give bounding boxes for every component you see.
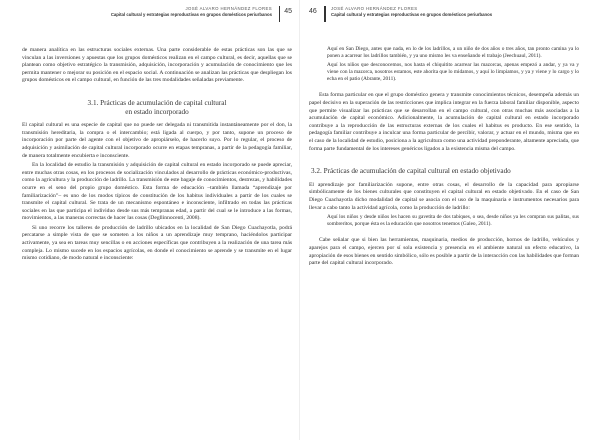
page-gutter (299, 0, 300, 440)
body-paragraph: de manera analítica en las estructuras sociales externas. Una parte considerable de estas prácticas son las que se vinculan a las inversiones y apuestas que los grupos domésticos realizan en el campo cultural, es decir, aquellas que se plantean como objetivo estratégico la transmisión, adquisición, incorporación y acumulación de conocimiento que les permita mantener o mejorar su posición en el espacio social. A continuación se analizan las prácticas que despliegan los grupos domésticos en el campo cultural, en función de las tres modalidades señaladas previamente. (22, 47, 292, 84)
right-running-header (309, 6, 579, 36)
body-paragraph: Cabe señalar que si bien las herramientas, maquinaria, medios de producción, hornos de ladrillo, vehículos y aparejos para el campo, ejercen por sí sola existencia y presencia en el ambiente natural un efecto educativo, la apropiación de esos bienes en sentido simbólico, sólo es posible a partir de la interacción con las habilidades que forman parte del capital cultural incorporado. (309, 237, 579, 267)
header-divider-bar (324, 6, 326, 22)
header-book-title: Capital cultural y estrategias reproductivas en grupos domésticos periurbanos (331, 12, 493, 17)
right-page (309, 0, 579, 440)
section-heading-3-2: 3.2. Prácticas de acumulación de capital cultural en estado objetivado (311, 167, 511, 176)
header-divider-bar (279, 6, 281, 22)
block-quote (327, 46, 579, 83)
quote-text: Aquí los niños que desconocemos, nos hasta el chiquitito acarrear las mazorcas, apenas empezó a andar, y ya va y viene con la mazorca, nosotros estamos, este ahorita que lo midamos, y aquí lo limpiamos, y ya y viene y lo cargo y lo echa en el patio (Abrante, 2011). (327, 62, 579, 83)
section-heading-3-1 (22, 99, 292, 116)
body-paragraph: En la localidad de estudio la transmisión y adquisición de capital cultural en estado incorporado se puede apreciar, entre muchas otras cosas, en los procesos de socialización vinculados al desarrollo de prácticas económico-productivas, como la agricultura y la producción de ladrillo. La transmisión de este bagaje de conocimientos, destrezas, y habilidades ocurre en el seno del propio grupo doméstico. Esta forma de educación –también llamada “aprendizaje por familiarización”– es uno de los modos típicos de constitución de los habitus individuales a partir de los cuales se transmite el capital cultural. Se trata de un mecanismo espontáneo e inconsciente, infiltrado en todas las prácticas sociales en las que participa el individuo desde sus más tempranas edad, a partir del cual se le introduce a las formas, movimientos, a las maneras correctas de hacer las cosas (Degllinnocenti, 2008). (22, 162, 292, 222)
header-book-title: Capital cultural y estrategias reproductivas en grupos domésticos periurbanos (110, 12, 272, 17)
block-quote (327, 214, 579, 228)
body-paragraph: Esta forma particular en que el grupo doméstico genera y transmite conocimientos técnicos, desempeña además un papel decisivo en la superación de las restricciones que implica integrar en la fuerza laboral familiar disponible, aspecto que permite visualizar las prácticas que se desarrollan en el campo cultural, con otras muchas más asociadas a la acumulación de capital económico. Adicionalmente, la acumulación de capital cultural en estado incorporado contribuye a la reproducción de las estructuras externas de los cuales el habitus es producto. En ese sentido, la pedagogía familiar contribuye a inculcar una forma particular de percibir, valorar, y actuar en el mundo, misma que en el caso de la localidad de estudio, posiciona a la agricultura como una actividad preponderante, altamente apreciada, que forma parte fundamental de los intereses genéricos ligados a la existencia misma del campo. (309, 92, 579, 152)
right-page-body (309, 44, 579, 268)
left-page-number: 45 (284, 8, 292, 15)
quote-text: Aquí los niños y desde niños les hacen su gavetita de dos tabiques, o sea, desde niños ya les compran sus palitas, sus sombreritos, porque ésta es la educación que nosotros tenemos (Galeo, 2011). (327, 214, 579, 228)
quote-text: Aquí en San Diego, antes que nada, en lo de los ladrillos, a un niño de dos años o tres años, tan pronto camina ya lo ponen a acarrear los ladrillos también, y ya uno mismo les va enseñando el trabajo (Jeechuaul, 2011). (327, 46, 579, 60)
section-heading-line: 3.1. Prácticas de acumulación de capital cultural (87, 98, 227, 107)
header-author: JOSÉ ALVARO HERNÁNDEZ FLORES (185, 6, 272, 11)
section-heading-line: en estado incorporado (125, 107, 189, 116)
left-page-body (22, 47, 292, 263)
body-paragraph: El aprendizaje por familiarización supone, entre otras cosas, el desarrollo de la capacidad para apropiarse simbólicamente de los bienes culturales que constituyen el capital cultural en estado objetivado. En el caso de San Diego Cuachayotla dicho modalidad de capital se asocia con el uso de la maquinaria e instrumentos necesarios para llevar a cabo tanto la actividad agrícola, como la producción de ladrillo: (309, 181, 579, 211)
left-header-text (111, 6, 272, 18)
left-page (22, 0, 292, 440)
right-header-text (331, 6, 492, 18)
header-author: JOSÉ ALVARO HERNÁNDEZ FLORES (331, 6, 418, 11)
body-paragraph: El capital cultural es una especie de capital que no puede ser delegada ni transmitida instantáneamente por el don, la transmisión hereditaria, la compra o el intercambio; está ligada al cuerpo, y por tanto, supone un proceso de incorporación por parte del agente con el objetivo de apropiárselo, de hacerlo suyo. Por lo regular, el proceso de adquisición y asimilación de capital cultural incorporado ocurre en etapas tempranas, a partir de la pedagogía familiar, de manera totalmente encubierta e inconsciente. (22, 122, 292, 159)
left-running-header (22, 6, 292, 36)
right-page-number: 46 (309, 8, 317, 15)
body-paragraph: Si uno recorre los talleres de producción de ladrillo ubicados en la localidad de San Diego Cuachayotla, podrá percatarse a simple vista de que se someten a los niños a un aprendizaje muy temprano, haciéndolos participar activamente, ya sea en tareas muy sencillas o en acciones específicas que contribuyen a la realización de una tarea más compleja. Lo mismo sucede en los espacios agrícolas, en donde el conocimiento se aprende y se transmite en el lugar mismo cotidiano, de modo natural e inconsciente: (22, 224, 292, 262)
